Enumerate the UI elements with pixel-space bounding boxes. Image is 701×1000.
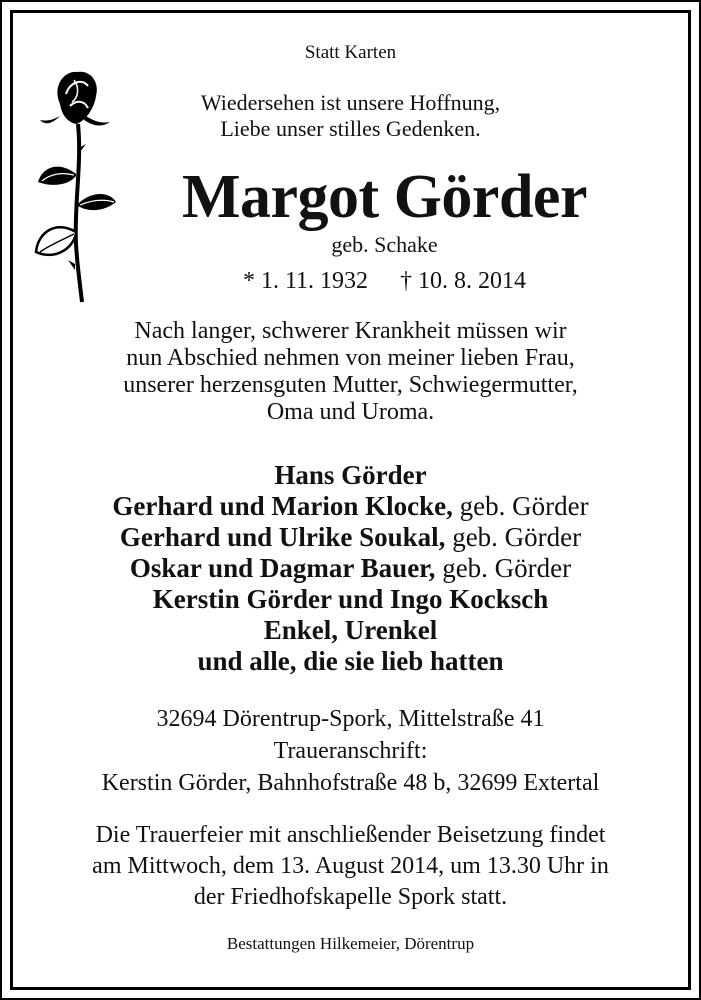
funeral-line: der Friedhofskapelle Spork statt. xyxy=(193,884,508,910)
mourner-line: Enkel, Urenkel xyxy=(263,615,438,645)
mourner-line: Gerhard und Ulrike Soukal, geb. Görder xyxy=(119,522,582,552)
announcement-line: nun Abschied nehmen von meiner lieben Frau, xyxy=(126,345,575,371)
preamble: Statt Karten xyxy=(304,42,397,63)
announcement-line: unserer herzensguten Mutter, Schwiegermutter, xyxy=(123,372,578,398)
funeral-info xyxy=(0,820,701,913)
funeral-line: am Mittwoch, dem 13. August 2014, um 13.30 Uhr in xyxy=(92,853,609,879)
home-address: 32694 Dörentrup-Spork, Mittelstraße 41 xyxy=(156,706,545,732)
funeral-line: Die Trauerfeier mit anschließender Beisetzung findet xyxy=(95,822,606,848)
mourners-list xyxy=(0,460,701,677)
deceased-name: Margot Görder xyxy=(182,163,587,231)
undertaker: Bestattungen Hilkemeier, Dörentrup xyxy=(226,934,475,953)
announcement-line: Oma und Uroma. xyxy=(266,399,435,425)
motto-line-1: Wiedersehen ist unsere Hoffnung, xyxy=(200,90,501,115)
announcement-line: Nach langer, schwerer Krankheit müssen wir xyxy=(134,318,567,344)
mourner-line: Hans Görder xyxy=(274,460,427,490)
birth-name: geb. Schake xyxy=(331,232,438,257)
announcement xyxy=(0,318,701,426)
mourner-line: Gerhard und Marion Klocke, geb. Görder xyxy=(112,491,589,521)
mail-address: Kerstin Görder, Bahnhofstraße 48 b, 32699 Extertal xyxy=(101,770,600,796)
mourner-line: Oskar und Dagmar Bauer, geb. Görder xyxy=(129,553,572,583)
life-dates xyxy=(34,268,701,295)
birth-date: * 1. 11. 1932 xyxy=(242,268,369,294)
mourner-line: Kerstin Görder und Ingo Kocksch xyxy=(152,584,549,614)
mail-address-label: Traueranschrift: xyxy=(273,738,428,764)
mourner-line: und alle, die sie lieb hatten xyxy=(197,646,504,676)
death-date: † 10. 8. 2014 xyxy=(400,268,527,294)
motto-line-2: Liebe unser stilles Gedenken. xyxy=(220,116,481,141)
